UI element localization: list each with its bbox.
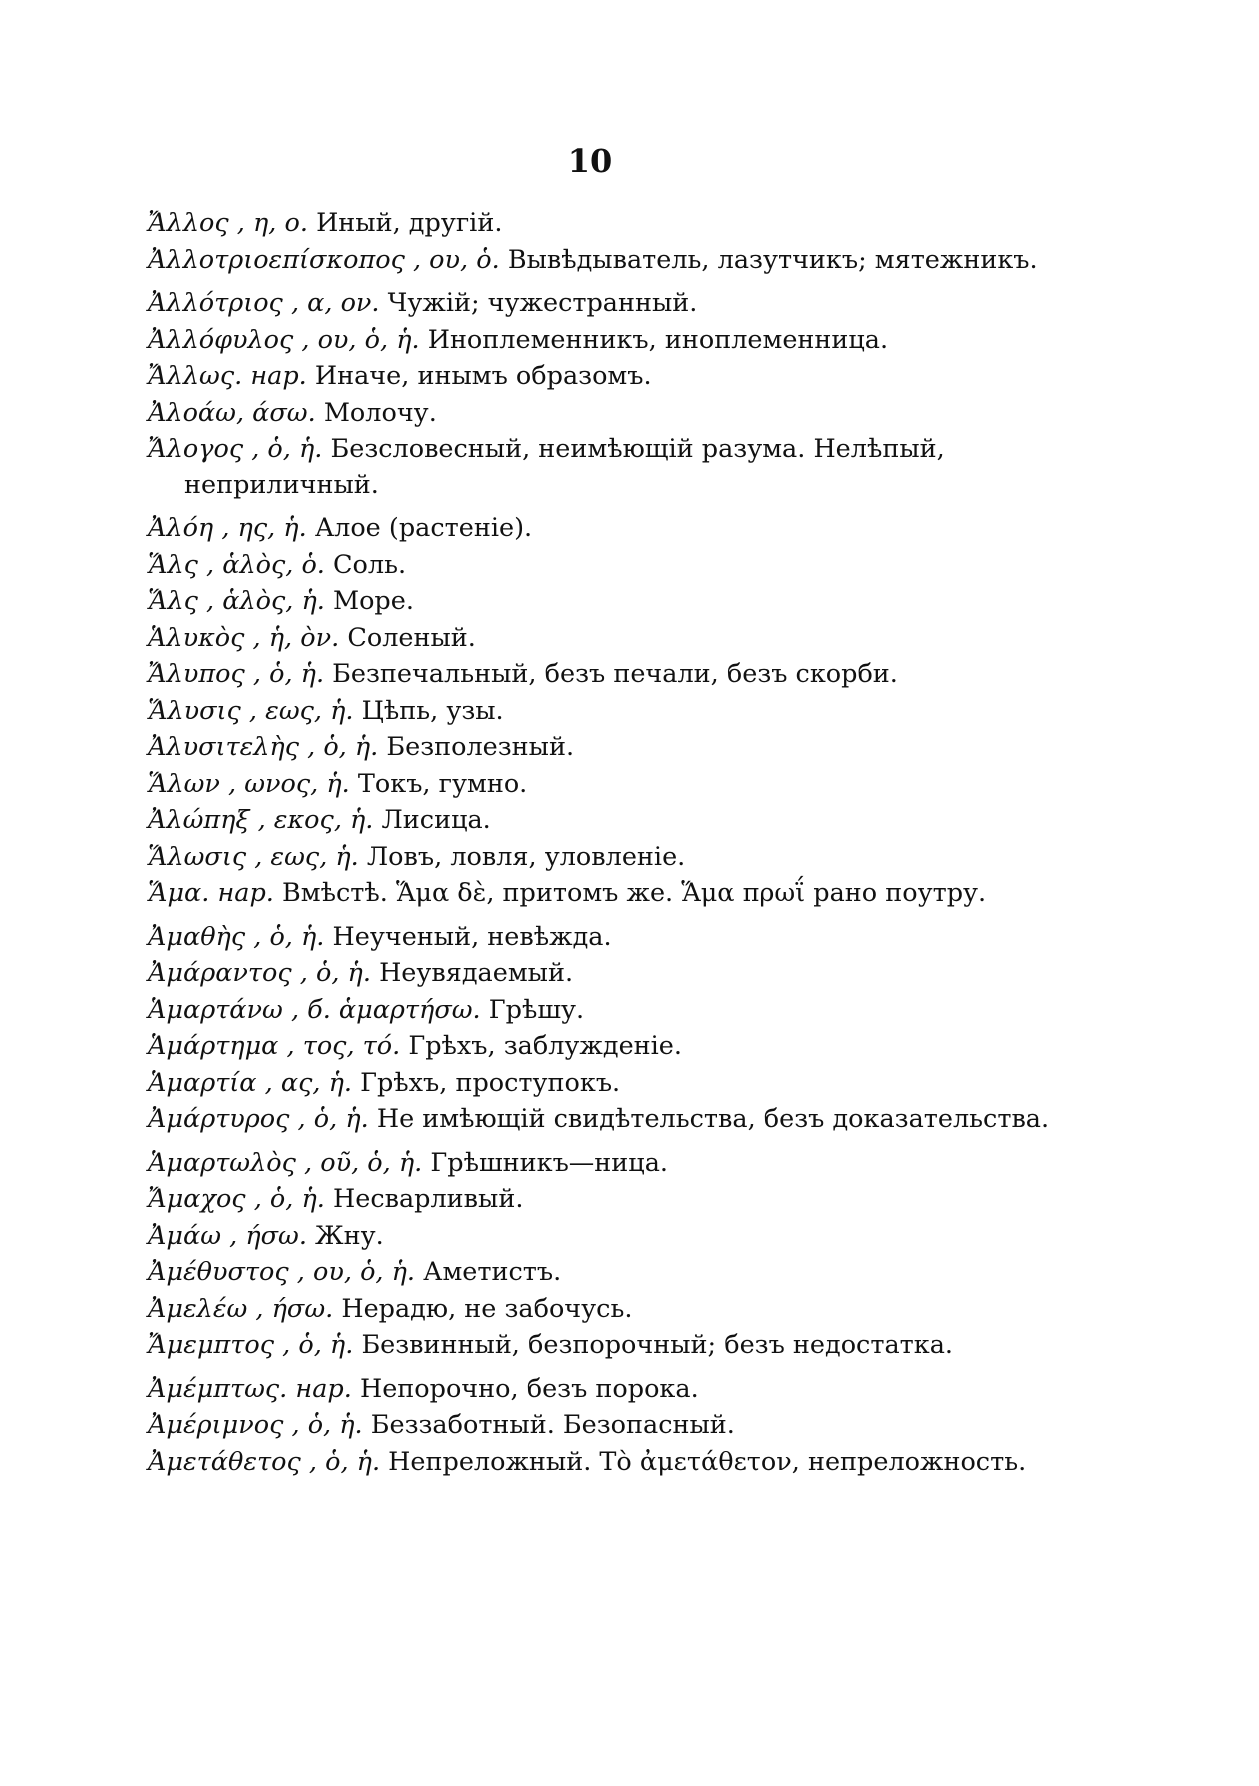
entry-grammar: , ὁ, ἡ. <box>251 434 323 464</box>
entry-definition: Чужій; чужестранный. <box>387 288 698 318</box>
entry-grammar: , ὁ, ἡ. <box>299 958 371 988</box>
entry-grammar: , б. ἁμαρτήσω. <box>290 994 481 1025</box>
entry-grammar: , ας, ἡ. <box>264 1067 352 1098</box>
entry-headword: Ἀμάραντος <box>148 958 292 988</box>
entry-definition: Непорочно, безъ порока. <box>359 1373 699 1404</box>
entry-headword: Ἀμέμπτως. <box>148 1373 288 1404</box>
entry-headword: Ἀλλόφυλος <box>148 324 294 355</box>
entry-grammar: , ήσω. <box>229 1220 307 1251</box>
entry-headword: Ἀλλότριος <box>148 288 283 318</box>
entry-headword: Ἄλλος <box>148 208 229 238</box>
entry-headword: Ἄμεμπτος <box>148 1330 275 1360</box>
entry-list <box>148 206 1078 1488</box>
entry-headword: Ἄλογος <box>148 434 244 464</box>
entry-grammar: , ου, ὁ, ἡ. <box>301 324 420 355</box>
entry-definition: Неувядаемый. <box>379 958 574 988</box>
entry-definition: Грѣшникъ—ница. <box>430 1147 669 1178</box>
entry-definition: Нерадю, не забочусь. <box>341 1293 633 1324</box>
dictionary-entry <box>148 1146 1078 1182</box>
dictionary-entry <box>148 1066 1078 1102</box>
entry-headword: Ἀλόη <box>148 513 214 543</box>
entry-definition: Вывѣдыватель, лазутчикъ; мятежникъ. <box>507 244 1038 275</box>
dictionary-entry <box>148 323 1078 359</box>
dictionary-entry <box>148 1328 1078 1364</box>
entry-grammar: , οῦ, ὁ, ἡ. <box>304 1147 423 1178</box>
dictionary-entry <box>148 1029 1078 1065</box>
entry-grammar: , ἡ, ὸν. <box>252 622 340 653</box>
entry-headword: Ἅλων <box>148 768 220 799</box>
dictionary-entry <box>148 993 1078 1029</box>
entry-definition: Грѣшу. <box>488 994 585 1025</box>
entry-headword: Ἅλυσις <box>148 695 241 726</box>
entry-grammar: , ήσω. <box>255 1293 334 1324</box>
dictionary-entry <box>148 1219 1078 1255</box>
entry-definition: Неученый, невѣжда. <box>332 921 612 952</box>
dictionary-entry <box>148 359 1078 395</box>
dictionary-entry <box>148 876 1078 912</box>
entry-definition: Аметистъ. <box>423 1257 562 1287</box>
dictionary-entry <box>148 920 1078 956</box>
entry-grammar: , εως, ἡ. <box>248 695 354 726</box>
dictionary-entry <box>148 803 1078 839</box>
dictionary-entry <box>148 432 1078 503</box>
entry-headword: Ἀμαθὴς <box>148 921 246 952</box>
entry-definition: Не имѣющій свидѣтельства, безъ доказательства. <box>376 1104 1050 1134</box>
dictionary-entry <box>148 1372 1078 1408</box>
entry-grammar: нар. <box>295 1373 352 1404</box>
entry-headword: Ἀλλοτριοεπίσκοπος <box>148 244 405 275</box>
entry-grammar: , τος, τό. <box>286 1031 401 1061</box>
entry-headword: Ἀμέριμνος <box>148 1410 284 1440</box>
dictionary-entry <box>148 1292 1078 1328</box>
entry-grammar: , ἁλὸς, ἡ. <box>206 586 325 616</box>
entry-grammar: , ου, ὁ, ἡ. <box>296 1257 416 1287</box>
entry-headword: Ἀλώπηξ <box>148 805 250 835</box>
entry-headword: Ἁμάρτημα <box>148 1031 279 1061</box>
entry-headword: Ἀλυσιτελὴς <box>148 732 299 762</box>
dictionary-entry <box>148 840 1078 876</box>
entry-grammar: , ὁ, ἡ. <box>253 1184 325 1214</box>
entry-grammar: нар. <box>250 361 307 391</box>
entry-headword: Ἀμάω <box>148 1220 222 1251</box>
entry-grammar: , ὁ, ἡ. <box>297 1104 369 1134</box>
entry-headword: Ἁλυκὸς <box>148 622 245 653</box>
dictionary-entry <box>148 694 1078 730</box>
entry-definition: Грѣхъ, заблужденіе. <box>408 1031 683 1061</box>
dictionary-entry <box>148 730 1078 766</box>
entry-grammar: , ὁ, ἡ. <box>307 732 379 762</box>
entry-definition: Соль. <box>333 549 407 580</box>
entry-headword: Ἀμέθυστος <box>148 1257 289 1287</box>
entry-definition: Безпечальный, безъ печали, безъ скорби. <box>332 659 898 689</box>
entry-grammar: , ης, ἡ. <box>221 513 307 543</box>
entry-headword: Ἄλυπος <box>148 659 245 689</box>
entry-definition: Непреложный. Τὸ ἀμετάθετον, непреложность. <box>388 1446 1027 1477</box>
dictionary-entry <box>148 767 1078 803</box>
entry-definition: Молочу. <box>323 397 437 428</box>
dictionary-entry <box>148 621 1078 657</box>
entry-definition: Лисица. <box>381 805 491 835</box>
entry-definition: Несварливый. <box>332 1184 524 1214</box>
dictionary-entry <box>148 286 1078 322</box>
entry-definition: Алое (растеніе). <box>314 513 533 543</box>
entry-grammar: , ὁ, ἡ. <box>282 1330 354 1360</box>
entry-definition: Иноплеменникъ, иноплеменница. <box>427 324 889 355</box>
entry-headword: Ἀμάρτυρος <box>148 1104 290 1134</box>
entry-grammar: , η, ο. <box>236 208 308 238</box>
entry-headword: Ἄμαχος <box>148 1184 246 1214</box>
entry-definition: Жну. <box>315 1220 384 1251</box>
page-number: 10 <box>567 142 613 180</box>
entry-definition: Грѣхъ, проступокъ. <box>360 1067 621 1098</box>
dictionary-entry <box>148 1182 1078 1218</box>
entry-grammar: άσω. <box>252 397 316 428</box>
entry-grammar: , ἁλὸς, ὁ. <box>206 549 325 580</box>
dictionary-entry <box>148 657 1078 693</box>
entry-definition: Безполезный. <box>386 732 575 762</box>
entry-grammar: , ὁ, ἡ. <box>291 1410 363 1440</box>
entry-definition: Вмѣстѣ. Ἅμα δὲ, притомъ же. Ἅμα πρωΐ рано поутру. <box>282 878 987 908</box>
entry-grammar: , ου, ὁ. <box>412 244 500 275</box>
entry-headword: Ἀμελέω <box>148 1293 248 1324</box>
entry-headword: Ἁμαρτία <box>148 1067 257 1098</box>
entry-headword: Ἅλωσις <box>148 841 247 872</box>
dictionary-entry <box>148 1102 1078 1138</box>
entry-grammar: , ὁ, ἡ. <box>253 921 325 952</box>
entry-grammar: , α, ον. <box>290 288 380 318</box>
entry-headword: Ἅμα. <box>148 878 210 908</box>
entry-definition: Токъ, гумно. <box>357 768 528 799</box>
dictionary-entry <box>148 511 1078 547</box>
entry-definition: Иначе, инымъ образомъ. <box>314 361 652 391</box>
entry-definition: Цѣпь, узы. <box>361 695 504 726</box>
dictionary-entry <box>148 1408 1078 1444</box>
dictionary-entry <box>148 584 1078 620</box>
dictionary-entry <box>148 1255 1078 1291</box>
entry-grammar: , ωνος, ἡ. <box>228 768 350 799</box>
entry-definition: Беззаботный. Безопасный. <box>370 1410 735 1440</box>
entry-headword: Ἀλοάω, <box>148 397 245 428</box>
entry-definition: Безвинный, безпорочный; безъ недостатка. <box>361 1330 954 1360</box>
entry-definition: Иный, другій. <box>316 208 503 238</box>
entry-headword: Ἅλς <box>148 586 198 616</box>
entry-headword: Ἅλς <box>148 549 198 580</box>
entry-grammar: , εως, ἡ. <box>254 841 359 872</box>
entry-headword: Ἄλλως. <box>148 361 243 391</box>
entry-definition: Соленый. <box>347 622 476 653</box>
dictionary-entry <box>148 206 1078 242</box>
entry-grammar: , ὁ, ἡ. <box>252 659 325 689</box>
dictionary-entry <box>148 396 1078 432</box>
entry-definition: Безсловесный, неимѣющій разума. Нелѣпый, неприличный. <box>184 434 945 500</box>
entry-grammar: нар. <box>217 878 274 908</box>
entry-definition: Море. <box>332 586 414 616</box>
dictionary-entry <box>148 956 1078 992</box>
dictionary-entry <box>148 548 1078 584</box>
entry-headword: Ἁμαρτάνω <box>148 994 283 1025</box>
entry-headword: Ἀμετάθετος <box>148 1446 301 1477</box>
dictionary-entry <box>148 1445 1078 1481</box>
dictionary-entry <box>148 243 1078 279</box>
entry-definition: Ловъ, ловля, уловленіе. <box>366 841 686 872</box>
entry-headword: Ἁμαρτωλὸς <box>148 1147 296 1178</box>
entry-grammar: , ὁ, ἡ. <box>308 1446 381 1477</box>
entry-grammar: , εκος, ἡ. <box>257 805 374 835</box>
